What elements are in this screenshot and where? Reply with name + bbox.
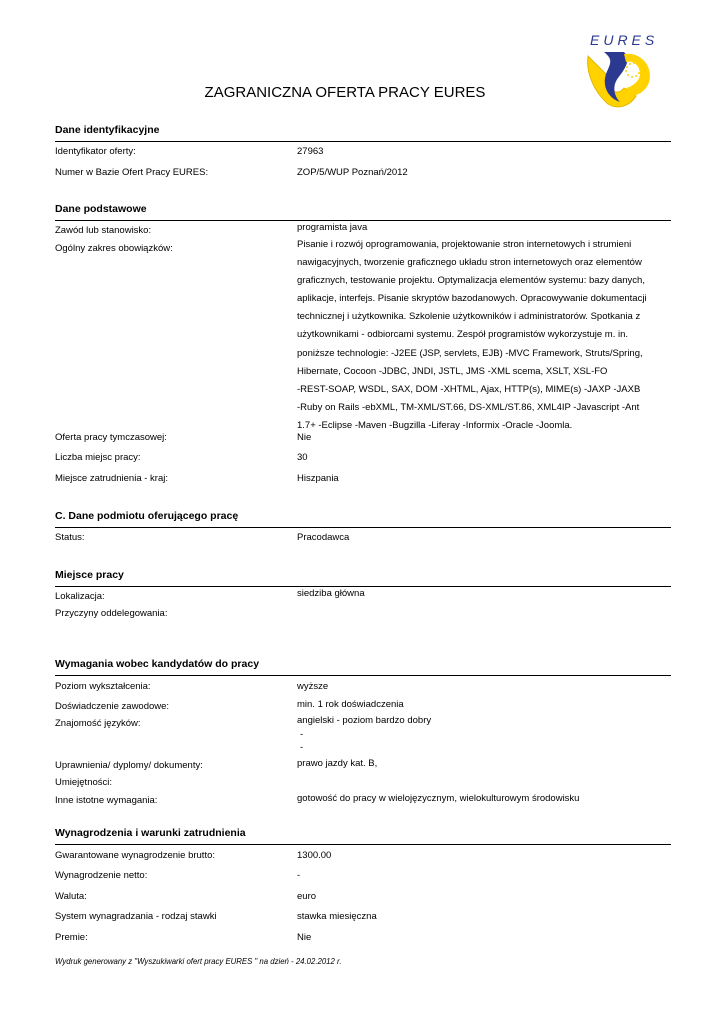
section-divider (55, 141, 671, 142)
section-divider (55, 675, 671, 676)
duties-line: -Ruby on Rails -ebXML, TM-XML/ST.66, DS-XML/ST.86, XML4IP -Javascript -Ant (297, 401, 640, 413)
logo-text: EURES (590, 32, 656, 48)
value-temporary: Nie (297, 432, 312, 443)
value-bonus: Nie (297, 932, 312, 943)
label-offer-id: Identyfikator oferty: (55, 146, 136, 157)
value-vacancies: 30 (297, 452, 308, 463)
value-other-requirements: gotowość do pracy w wielojęzycznym, wielokulturowym środowisku (297, 793, 580, 804)
value-education: wyższe (297, 681, 329, 692)
label-currency: Waluta: (55, 891, 87, 902)
label-occupation: Zawód lub stanowisko: (55, 225, 152, 236)
duties-line: poniższe technologie: -J2EE (JSP, servlets, EJB) -MVC Framework, Struts/Spring, (297, 347, 643, 359)
label-temporary: Oferta pracy tymczasowej: (55, 432, 167, 443)
section-heading-employer: C. Dane podmiotu oferującego pracę (55, 510, 239, 522)
label-duties: Ogólny zakres obowiązków: (55, 243, 173, 254)
label-other-requirements: Inne istotne wymagania: (55, 795, 158, 806)
label-bonus: Premie: (55, 932, 88, 943)
duties-line: graficznych, testowanie projektu. Optymalizacja elementów systemu: bazy danych, (297, 275, 645, 287)
value-net-salary: - (297, 870, 301, 881)
section-heading-requirements: Wymagania wobec kandydatów do pracy (55, 658, 260, 670)
duties-line: nawigacyjnych, tworzenie graficznego układu stron internetowych oraz elementów (297, 257, 642, 269)
page-title: ZAGRANICZNA OFERTA PRACY EURES (204, 84, 486, 101)
section-divider (55, 220, 671, 221)
section-heading-workplace: Miejsce pracy (55, 569, 124, 581)
value-pay-system: stawka miesięczna (297, 911, 377, 922)
value-occupation: programista java (297, 222, 368, 233)
value-language-2: - (300, 729, 304, 740)
duties-line: aplikacje, interfejs. Pisanie skryptów bazodanowych. Opracowywanie dokumentacji (297, 293, 647, 305)
label-gross-salary: Gwarantowane wynagrodzenie brutto: (55, 850, 216, 861)
label-status: Status: (55, 532, 85, 543)
section-divider (55, 527, 671, 528)
value-location: siedziba główna (297, 588, 365, 599)
label-skills: Umiejętności: (55, 777, 113, 788)
duties-line: 1.7+ -Eclipse -Maven -Bugzilla -Liferay -Informix -Oracle -Joomla. (297, 419, 573, 431)
section-heading-identification: Dane identyfikacyjne (55, 124, 160, 136)
value-duties (297, 236, 667, 435)
label-eures-number: Numer w Bazie Ofert Pracy EURES: (55, 167, 209, 178)
duties-line: użytkownikami - odbiorcami systemu. Zespół programistów wykorzystuje m. in. (297, 329, 629, 341)
eu-stars-icon (625, 62, 641, 78)
print-footer: Wydruk generowany z "Wyszukiwarki ofert pracy EURES " na dzień - 24.02.2012 r. (55, 957, 342, 966)
value-status: Pracodawca (297, 532, 350, 543)
section-divider (55, 586, 671, 587)
value-experience: min. 1 rok doświadczenia (297, 699, 404, 710)
duties-line: -REST-SOAP, WSDL, SAX, DOM -XHTML, Ajax, HTTP(s), MIME(s) -JAXP -JAXB (297, 383, 641, 395)
label-education: Poziom wykształcenia: (55, 681, 151, 692)
label-posting-reason: Przyczyny oddelegowania: (55, 608, 168, 619)
value-certificates: prawo jazdy kat. B, (297, 758, 378, 769)
duties-line: technicznej i użytkownika. Szkolenie użytkowników i administratorów. Spotkania z (297, 311, 641, 323)
value-offer-id: 27963 (297, 146, 324, 157)
value-currency: euro (297, 891, 317, 902)
label-net-salary: Wynagrodzenie netto: (55, 870, 148, 881)
duties-line: Hibernate, Cocoon -JDBC, JNDI, JSTL, JMS -XML scema, XSLT, XSL-FO (297, 365, 608, 377)
label-country: Miejsce zatrudnienia - kraj: (55, 473, 168, 484)
label-pay-system: System wynagradzania - rodzaj stawki (55, 911, 217, 922)
label-experience: Doświadczenie zawodowe: (55, 701, 170, 712)
section-heading-salary: Wynagrodzenia i warunki zatrudnienia (55, 827, 246, 839)
value-country: Hiszpania (297, 473, 339, 484)
value-eures-number: ZOP/5/WUP Poznań/2012 (297, 167, 408, 178)
label-languages: Znajomość języków: (55, 718, 141, 729)
label-location: Lokalizacja: (55, 591, 105, 602)
label-certificates: Uprawnienia/ dyplomy/ dokumenty: (55, 760, 203, 771)
value-gross-salary: 1300.00 (297, 850, 332, 861)
section-divider (55, 844, 671, 845)
section-heading-basic: Dane podstawowe (55, 203, 147, 215)
value-language-1: angielski - poziom bardzo dobry (297, 715, 432, 726)
duties-line: Pisanie i rozwój oprogramowania, projektowanie stron internetowych i strumieni (297, 239, 632, 250)
label-vacancies: Liczba miejsc pracy: (55, 452, 141, 463)
value-language-3: - (300, 742, 304, 753)
